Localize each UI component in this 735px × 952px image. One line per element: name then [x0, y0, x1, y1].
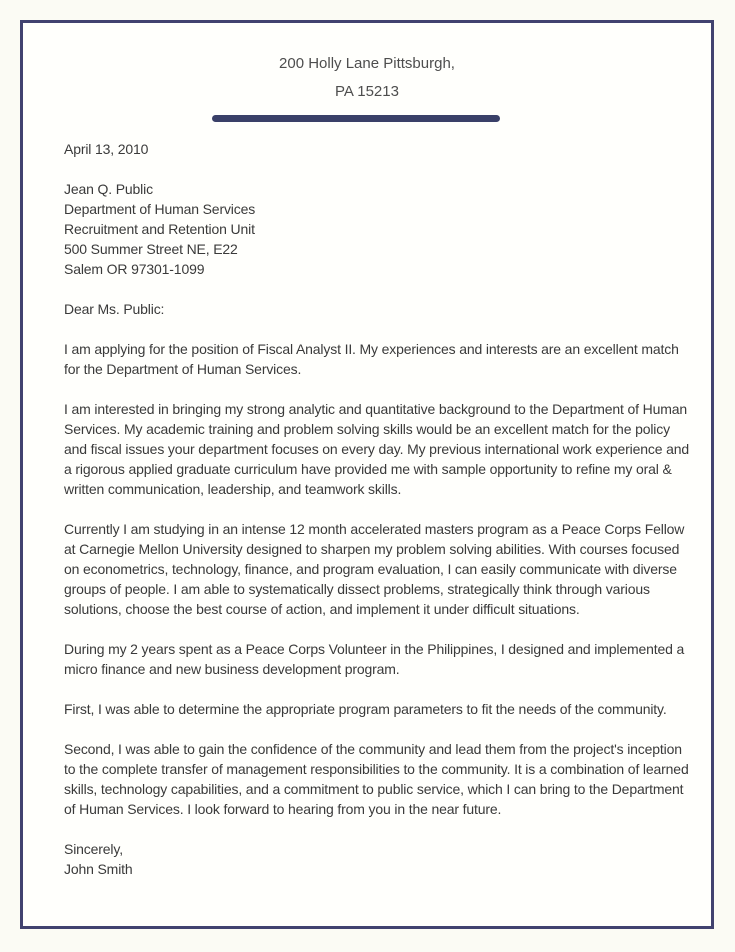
recipient-street: 500 Summer Street NE, E22: [64, 241, 238, 257]
recipient-department: Department of Human Services: [64, 201, 256, 217]
letter-body: [64, 139, 692, 879]
paragraph-peace-corps: During my 2 years spent as a Peace Corps Volunteer in the Philippines, I designed and implemented a micro finance and new business development program.: [64, 641, 685, 677]
sender-address-line-2: PA 15213: [335, 83, 399, 100]
paragraph-background: I am interested in bringing my strong analytic and quantitative background to the Department of Human Services. My academic training and problem solving skills would be an excellent match for the policy and fiscal issues your department focuses on every day. My previous international work experience and a rigorous applied graduate curriculum have provided me with sample opportunity to refine my oral & written communication, leadership, and teamwork skills.: [64, 401, 690, 497]
closing-phrase: Sincerely,: [64, 841, 123, 857]
sender-address-line-1: 200 Holly Lane Pittsburgh,: [279, 55, 455, 72]
recipient-unit: Recruitment and Retention Unit: [64, 221, 255, 237]
paragraph-second-point: Second, I was able to gain the confidence of the community and lead them from the project's inception to the complete transfer of management responsibilities to the community. It is a combination of learned skills, technology capabilities, and a commitment to public service, which I can bring to the Department of Human Services. I look forward to hearing from you in the near future.: [64, 741, 689, 817]
closing-block: [64, 839, 692, 879]
paragraph-introduction: I am applying for the position of Fiscal Analyst II. My experiences and interests are an excellent match for the Department of Human Services.: [64, 341, 679, 377]
recipient-city-zip: Salem OR 97301-1099: [64, 261, 205, 277]
letter-date: April 13, 2010: [64, 141, 149, 157]
recipient-name: Jean Q. Public: [64, 181, 153, 197]
header-divider-line: [212, 115, 500, 122]
paragraph-first-point: First, I was able to determine the appropriate program parameters to fit the needs of the community.: [64, 701, 667, 717]
recipient-address-block: [64, 179, 692, 279]
signature-name: John Smith: [64, 861, 133, 877]
sender-address-block: [23, 50, 711, 106]
salutation: Dear Ms. Public:: [64, 301, 165, 317]
paragraph-current-studies: Currently I am studying in an intense 12 month accelerated masters program as a Peace Corps Fellow at Carnegie Mellon University designed to sharpen my problem solving abilities. With courses focused on econometrics, technology, finance, and program evaluation, I can easily communicate with diverse groups of people. I am able to systematically dissect problems, strategically think through various solutions, choose the best course of action, and implement it under difficult situations.: [64, 521, 685, 617]
letter-page: [20, 20, 714, 929]
